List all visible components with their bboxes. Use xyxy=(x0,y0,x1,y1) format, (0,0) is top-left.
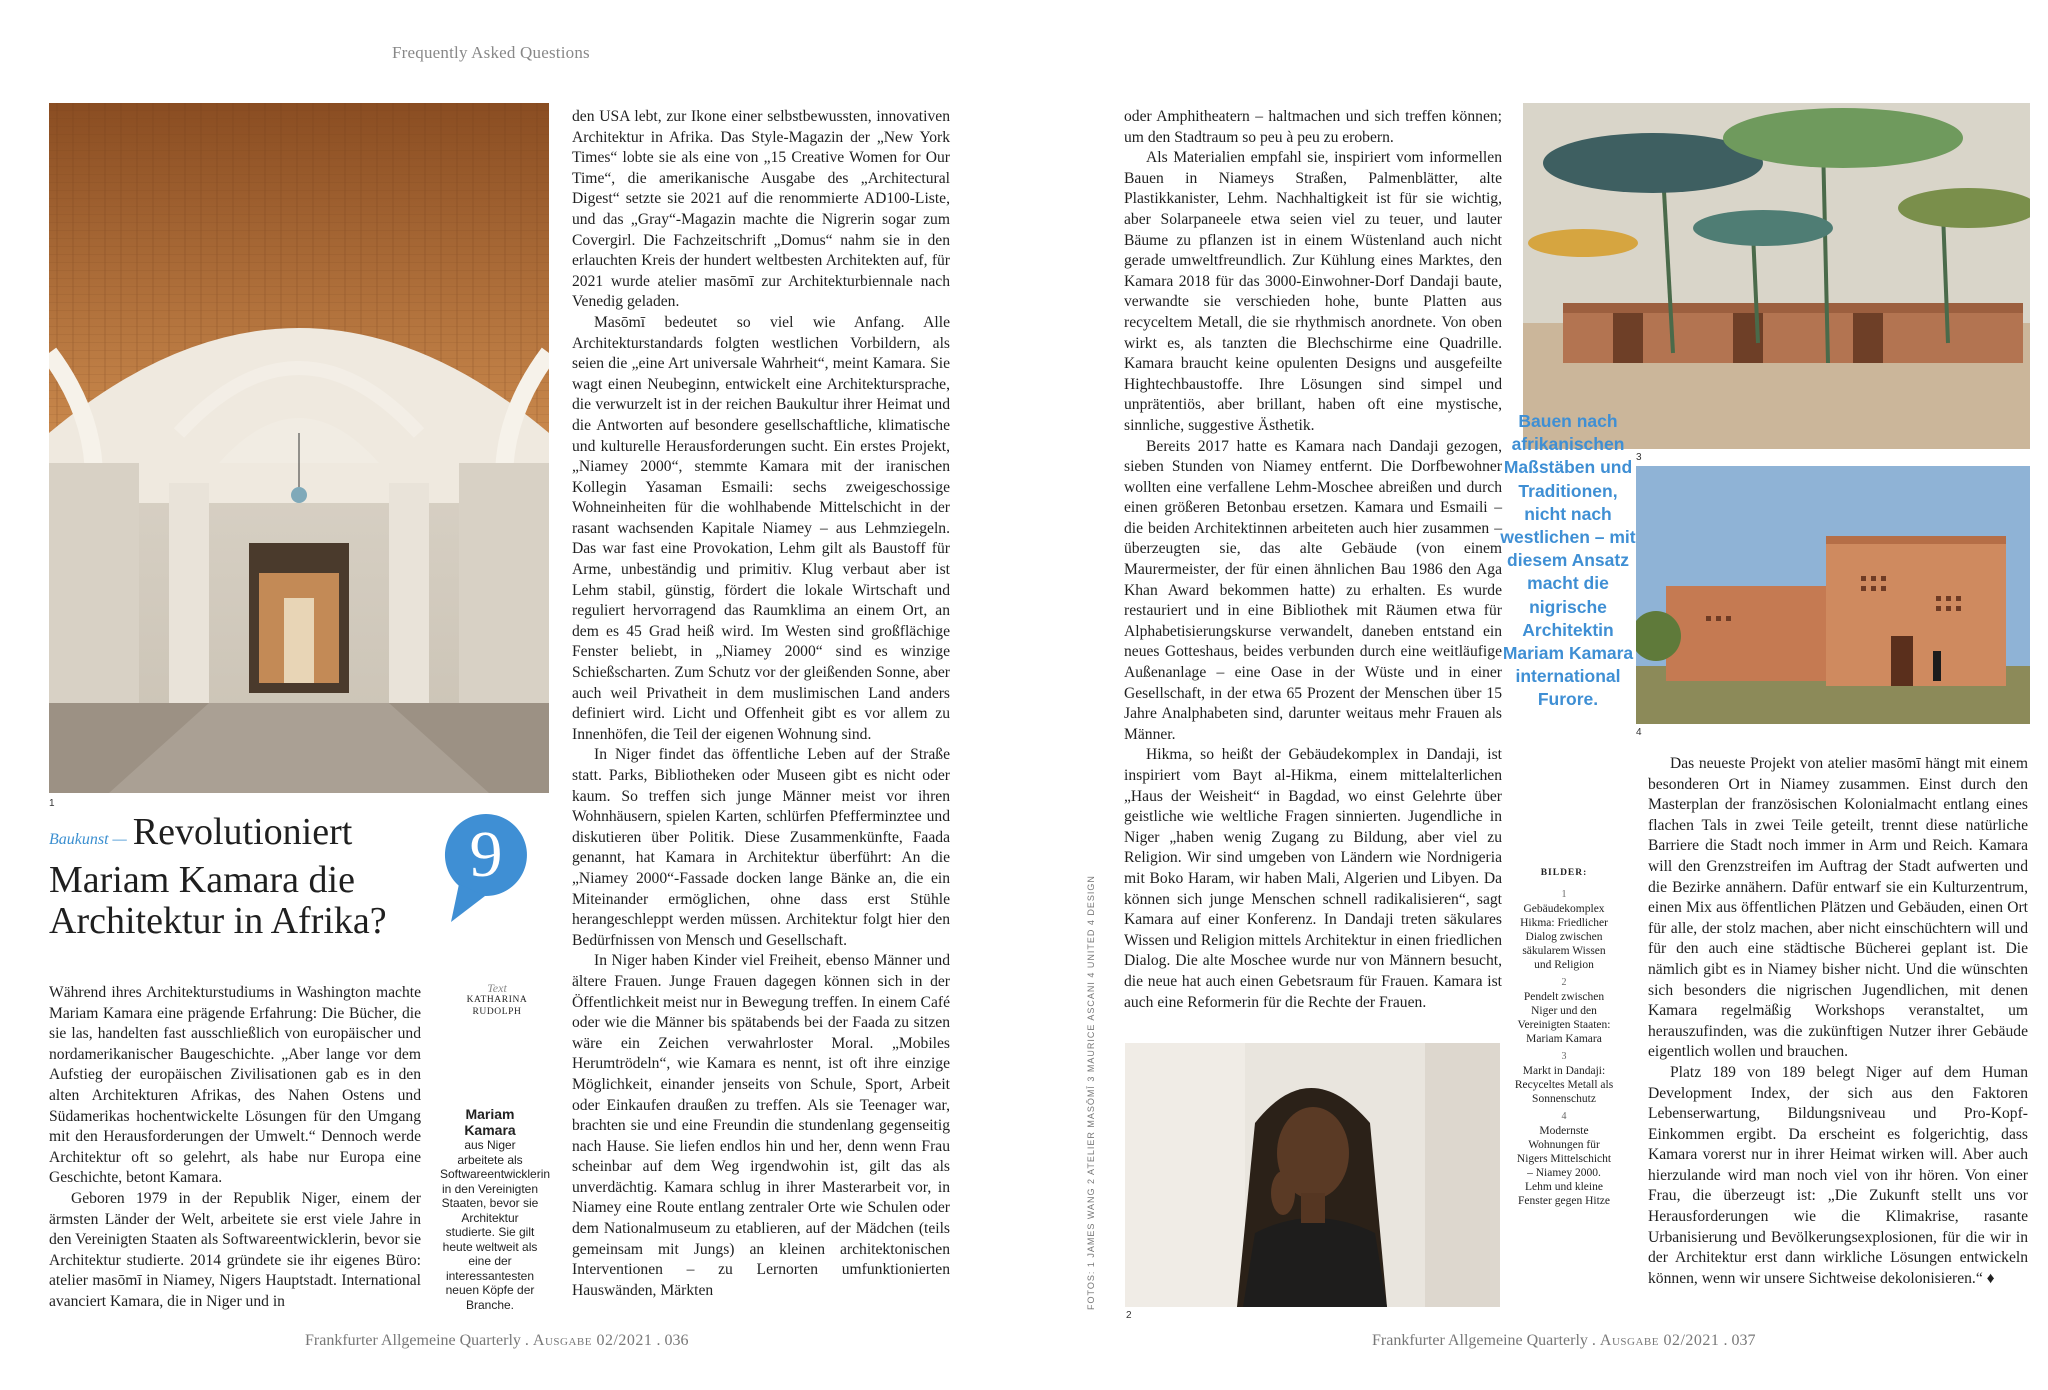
photo-number-1: 1 xyxy=(49,798,55,809)
photo-portrait-art xyxy=(1125,1043,1500,1307)
photo-number-4: 4 xyxy=(1636,727,1642,738)
paragraph: Als Materialien empfahl sie, inspiriert vom informellen Bauen in Niameys Straßen, Palmenblätter, alte Plastikkanister, Lehm. Nachhaltigkeit ist für sie wichtig, aber Solarpaneele etwa seien viel zu teuer, und lauter Bäume zu pflanzen ist in einem Wüstenland auch nicht gerade umweltfreundlich. Zur Kühlung eines Marktes, den Kamara 2018 für das 3000-Einwohner-Dorf Dandaji baute, verwandte sie verschieden hohe, bunte Platten aus recyceltem Metall, die sie rhythmisch anordnete. Von oben wirkt es, als tanzten die Blechschirme eine Quadrille. Kamara braucht keine opulenten Designs und ausgefeilte Hightechbaustoffe. Ihre Lösungen sind simpel und unprätentiös, aber brillant, haben oft eine mystische, sinnliche, suggestive Ästhetik. xyxy=(1124,149,1502,434)
question-number: 9 xyxy=(469,818,503,891)
photo-hikma-interior xyxy=(49,103,549,793)
photo-hikma-interior-art xyxy=(49,103,549,793)
photo-niamey-2000 xyxy=(1636,466,2030,724)
image-caption-text: Gebäudekomplex Hikma: Friedlicher Dialog zwischen säkularem Wissen und Religion xyxy=(1520,903,1608,971)
photo-number-3: 3 xyxy=(1636,452,1642,463)
article-column-4 xyxy=(1648,754,2028,1289)
side-caption-text: aus Niger arbeitete als Softwareentwicklerin in den Vereinigten Staaten, bevor sie Architektur studierte. Sie gilt heute weltweit als eine der interessantesten neuen Köpfe der Branche. xyxy=(440,1138,551,1312)
footer-right: Frankfurter Allgemeine Quarterly . Ausgabe 02/2021 . 037 xyxy=(1372,1332,1756,1349)
footer-issue: Ausgabe 02/2021 xyxy=(1599,1332,1720,1349)
image-captions xyxy=(1514,866,1614,1208)
paragraph: Bereits 2017 hatte es Kamara nach Dandaji gezogen, sieben Stunden von Niamey entfernt. Die Dorfbewohner wollten eine verfallene Lehm-Moschee abreißen und durch einen größeren Betonbau ersetzen. Kamara und Esmaili – die beiden Architektinnen arbeiteten auch hier zusammen – überzeugten sie, das alte Gebäude (von einem Maurermeister, der für einen ähnlichen Bau 1986 den Aga Khan Award bekommen hatte) zu erhalten. Es wurde restauriert und in eine Bibliothek mit Räumen etwa für Alphabetisierungskurse verwandelt, daneben entstand ein neues Gotteshaus, beides verbunden durch eine weitläufige Außenanlage – eine Oase in der Wüste und in einer Gesellschaft, in der etwa 65 Prozent der Menschen über 15 Jahre Analphabeten sind, darunter weitaus mehr Frauen als Männer. xyxy=(1124,437,1502,743)
footer-page-number: 037 xyxy=(1731,1332,1756,1349)
photo-market-art xyxy=(1523,103,2030,449)
paragraph: Das neueste Projekt von atelier masōmī hängt mit einem besonderen Ort in Niamey zusammen. Einst durch den Masterplan der französischen Kolonialmacht entlang eines flachen Tals in zwei Teile geteilt, trennt diese natürliche Barriere die Stadt noch immer in Arm und Reich. Kamara will den Grenzstreifen im Auftrag der Stadt aufwerten und die Bezirke annähern. Dafür entwarf sie ein Kulturzentrum, einen Mix aus öffentlichen Plätzen und Gebäuden, einen Ort für alle, der stolz machen, aber nicht einschüchtern will und für den auch eine städtische Bücherei geplant ist. Die nämlich gibt es in Niamey bisher nicht. Und die wünschten sich besonders die nigrischen Jugendlichen, mit denen Kamara regelmäßig Workshops veranstaltet, um herauszufinden, was die zukünftigen Nutzer ihrer Gebäude eigentlich wollen und brauchen. xyxy=(1648,755,2028,1061)
photo-number-2: 2 xyxy=(1126,1310,1132,1321)
paragraph: Geboren 1979 in der Republik Niger, einem der ärmsten Länder der Welt, arbeitete sie erst viele Jahre in den Vereinigten Staaten als Softwareentwicklerin, bevor sie Architektur studierte. 2014 gründete sie ihr eigenes Büro: atelier masōmī in Niamey, Nigers Hauptstadt. International avanciert Kamara, die in Niger und in xyxy=(49,1189,421,1310)
byline-label: Text xyxy=(487,981,507,995)
photo-portrait-mariam-kamara xyxy=(1125,1043,1500,1307)
paragraph: den USA lebt, zur Ikone einer selbstbewussten, innovativen Architektur in Afrika. Das Style-Magazin der „New York Times“ lobte sie als eine von „15 Creative Women for Our Time“, die amerikanische Ausgabe des „Architectural Digest“ setzte sie 2021 auf die renommierte AD100-Liste, und das „Gray“-Magazin machte die Nigrerin sogar zum Covergirl. Die Fachzeitschrift „Domus“ nahm sie in den erlauchten Kreis der hundert weltbesten Architekten auf, für 2021 wurde atelier masōmī zur Architekturbiennale nach Venedig geladen. xyxy=(572,108,950,311)
image-caption-text: Pendelt zwischen Niger und den Vereinigten Staaten: Mariam Kamara xyxy=(1517,991,1611,1045)
footer-publication: Frankfurter Allgemeine Quarterly xyxy=(1372,1332,1588,1349)
title-kicker: Baukunst — xyxy=(49,831,127,848)
photo-credits-text: FOTOS: 1 JAMES WANG 2 ATELIER MASŌMĪ 3 MAURICE ASCANI 4 UNITED 4 DESIGN xyxy=(1086,875,1096,1310)
image-caption-number: 4 xyxy=(1561,1111,1567,1122)
footer-publication: Frankfurter Allgemeine Quarterly xyxy=(305,1332,521,1349)
article-column-3 xyxy=(1124,107,1502,1013)
paragraph: In Niger findet das öffentliche Leben auf der Straße statt. Parks, Bibliotheken oder Museen gibt es nicht oder kaum. So treffen sich junge Männer meist vor ihren Wohnhäusern, spielen Karten, schlürfen Pfefferminztee und diskutieren über Politik. Diese Zusammenkünfte, Faada genannt, hat Kamara in Architektur überführt: An die „Niamey 2000“-Fassade docken lange Bänke an, die ein Miteinander ermöglichen, ohne dass erst Stühle herangeschleppt werden müssen. Architektur folgt hier den Bedürfnissen von Mensch und Gesellschaft. xyxy=(572,746,950,949)
end-mark: ♦ xyxy=(1986,1269,1995,1287)
image-captions-heading: BILDER: xyxy=(1540,868,1588,878)
title-headline: Revolutioniert Mariam Kamara die Architektur in Afrika? xyxy=(49,811,387,942)
image-caption-text: Markt in Dandaji: Recyceltes Metall als Sonnenschutz xyxy=(1514,1065,1614,1105)
byline-author-first: KATHARINA xyxy=(466,995,528,1005)
paragraph: oder Amphitheatern – haltmachen und sich treffen können; um den Stadtraum so peu à peu zu erobern. xyxy=(1124,108,1502,146)
photo-credits xyxy=(1076,870,1096,1310)
byline-author-last: RUDOLPH xyxy=(472,1007,522,1017)
image-caption-number: 3 xyxy=(1561,1051,1567,1062)
photo-niamey-art xyxy=(1636,466,2030,724)
question-number-badge xyxy=(441,810,531,926)
byline xyxy=(462,982,532,1018)
image-caption-text: Modernste Wohnungen für Nigers Mittelschicht – Niamey 2000. Lehm und kleine Fenster gegen Hitze xyxy=(1516,1125,1612,1207)
article-column-1 xyxy=(49,983,421,1313)
footer-page-number: 036 xyxy=(664,1332,689,1349)
section-header: Frequently Asked Questions xyxy=(392,43,590,62)
article-title xyxy=(49,812,449,942)
side-caption xyxy=(440,1106,551,1312)
footer-issue: Ausgabe 02/2021 xyxy=(532,1332,653,1349)
paragraph: Während ihres Architekturstudiums in Washington machte Mariam Kamara eine prägende Erfahrung: Die Bücher, die sie las, handelten fast ausschließlich von europäischer und nordamerikanischer Baugeschichte. „Aber lange vor dem Aufstieg der europäischen Zivilisationen gab es in den alten Architekturen Afrikas, des Nahen Ostens und Südamerikas hochentwickelte Lösungen für den Umgang mit den Herausforderungen der Umwelt.“ Dennoch werde Architektur oft so gelehrt, als habe nur Europa eine Geschichte, betont Kamara. xyxy=(49,984,421,1187)
paragraph: Masōmī bedeutet so viel wie Anfang. Alle Architekturstandards folgten westlichen Vorbildern, als seien die „eine Art universale Wahrheit“, meint Kamara. Sie wagt einen Neubeginn, entwickelt eine Architektursprache, die verwurzelt ist in der reichen Baukultur ihrer Heimat und die Antworten auf besondere gesellschaftliche, klimatische und kulturelle Herausforderungen sucht. Ein erstes Projekt, „Niamey 2000“, stemmte Kamara mit der iranischen Kollegin Yasaman Esmaili: sechs zweigeschossige Wohneinheiten für die wohlhabende Mittelschicht in der rasant wachsenden Kapitale Niamey – aus Lehmziegeln. Das war fast eine Provokation, Lehm gilt als Baustoff für Arme, unbeständig und primitiv. Klug verbaut aber ist Lehm stabil, günstig, fördert die lokale Wirtschaft und reguliert hervorragend das Raumklima an einem Ort, an dem es 45 Grad heiß wird. Im Westen sind großflächige Fenster beliebt, in „Niamey 2000“ sind es winzige Schießscharten. Zum Schutz vor der gleißenden Sonne, aber auch weil Privatheit in dem muslimischen Land anders definiert wird. Licht und Offenheit gibt es vor allem zu Innenhöfen, die Teil der eigenen Wohnung sind. xyxy=(572,313,950,743)
footer-left: Frankfurter Allgemeine Quarterly . Ausgabe 02/2021 . 036 xyxy=(305,1332,689,1349)
article-column-2 xyxy=(572,107,950,1301)
image-caption-number: 1 xyxy=(1561,889,1567,900)
side-caption-name: Mariam Kamara xyxy=(464,1106,516,1138)
pull-quote: Bauen nach afrikanischen Maßstäben und Traditionen, nicht nach westlichen – mit diesem Ansatz macht die nigrische Architektin Mariam Kamara international Furore. xyxy=(1500,411,1636,710)
photo-market-dandaji xyxy=(1523,103,2030,449)
image-caption-number: 2 xyxy=(1561,977,1567,988)
paragraph: In Niger haben Kinder viel Freiheit, ebenso Männer und ältere Frauen. Junge Frauen dagegen können sich in der Öffentlichkeit meist nur in Bewegung treffen. In einem Café oder wie die Männer bis spätabends bei der Faada zu sitzen wäre ein Zeichen verwahrloster Moral. „Mobiles Herumtrödeln“, wie Kamara es nennt, ist oft ihre einzige Möglichkeit, einander jenseits von Schule, Sport, Arbeit oder Einkaufen draußen zu treffen. Als sie Teenager war, brachten sie und eine Freundin die stundenlang gegenseitig nach Hause. Sie liefen endlos hin und her, denn wenn Frau scheinbar auf dem Weg irgendwohin ist, gilt das als unverdächtig. Kamara schlug in ihrer Masterarbeit vor, in Niamey eine Route entlang zentraler Orte wie Schulen oder dem Nationalmuseum zu etablieren, auf der Mädchen (teils gemeinsam mit Jungs) an kleinen architektonischen Interventionen – zu Lernorten umfunktionierten Hauswänden, Märkten xyxy=(572,952,950,1299)
paragraph xyxy=(1648,1063,2028,1290)
paragraph-text: Platz 189 von 189 belegt Niger auf dem Human Development Index, der sich aus den Faktoren Lebenserwartung, Bildungsniveau und Pro-Kopf-Einkommen ergibt. Da erscheint es folgerichtig, dass Kamara vorerst nur in ihrer Heimat wirken will. Aber auch hierzulande wird man noch viel von ihr hören. Von einer Frau, die überzeugt ist: „Die Zukunft stellt uns vor Herausforderungen wie die Klimakrise, rasante Urbanisierung und Bevölkerungsexplosionen, für die wir in der Architektur erst dann wirkliche Lösungen entwickeln können, wenn wir unsere Sichtweise dekolonisieren.“ xyxy=(1648,1063,2028,1287)
paragraph: Hikma, so heißt der Gebäudekomplex in Dandaji, ist inspiriert vom Bayt al-Hikma, einem mittelalterlichen „Haus der Weisheit“ in Bagdad, wo einst Gelehrte über geistliche wie weltliche Fragen sinnierten. Jugendliche in Niger „haben wenig Zugang zu Bildung, aber viel zu Religion. Wir sind umgeben von Ländern wie Nordnigeria mit Boko Haram, wir haben Mali, Algerien und Libyen. Da können sich junge Menschen schnell radikalisieren“, sagt Kamara auf einer Konferenz. In Dandaji treten säkulares Wissen und Religion mittels Architektur in einen friedlichen Dialog. Die alte Moschee wurde nur von Männern besucht, die neue hat auch einen Gebetsraum für Frauen. Kamara ist auch eine Reformerin für die Rechte der Frauen. xyxy=(1124,746,1502,1011)
